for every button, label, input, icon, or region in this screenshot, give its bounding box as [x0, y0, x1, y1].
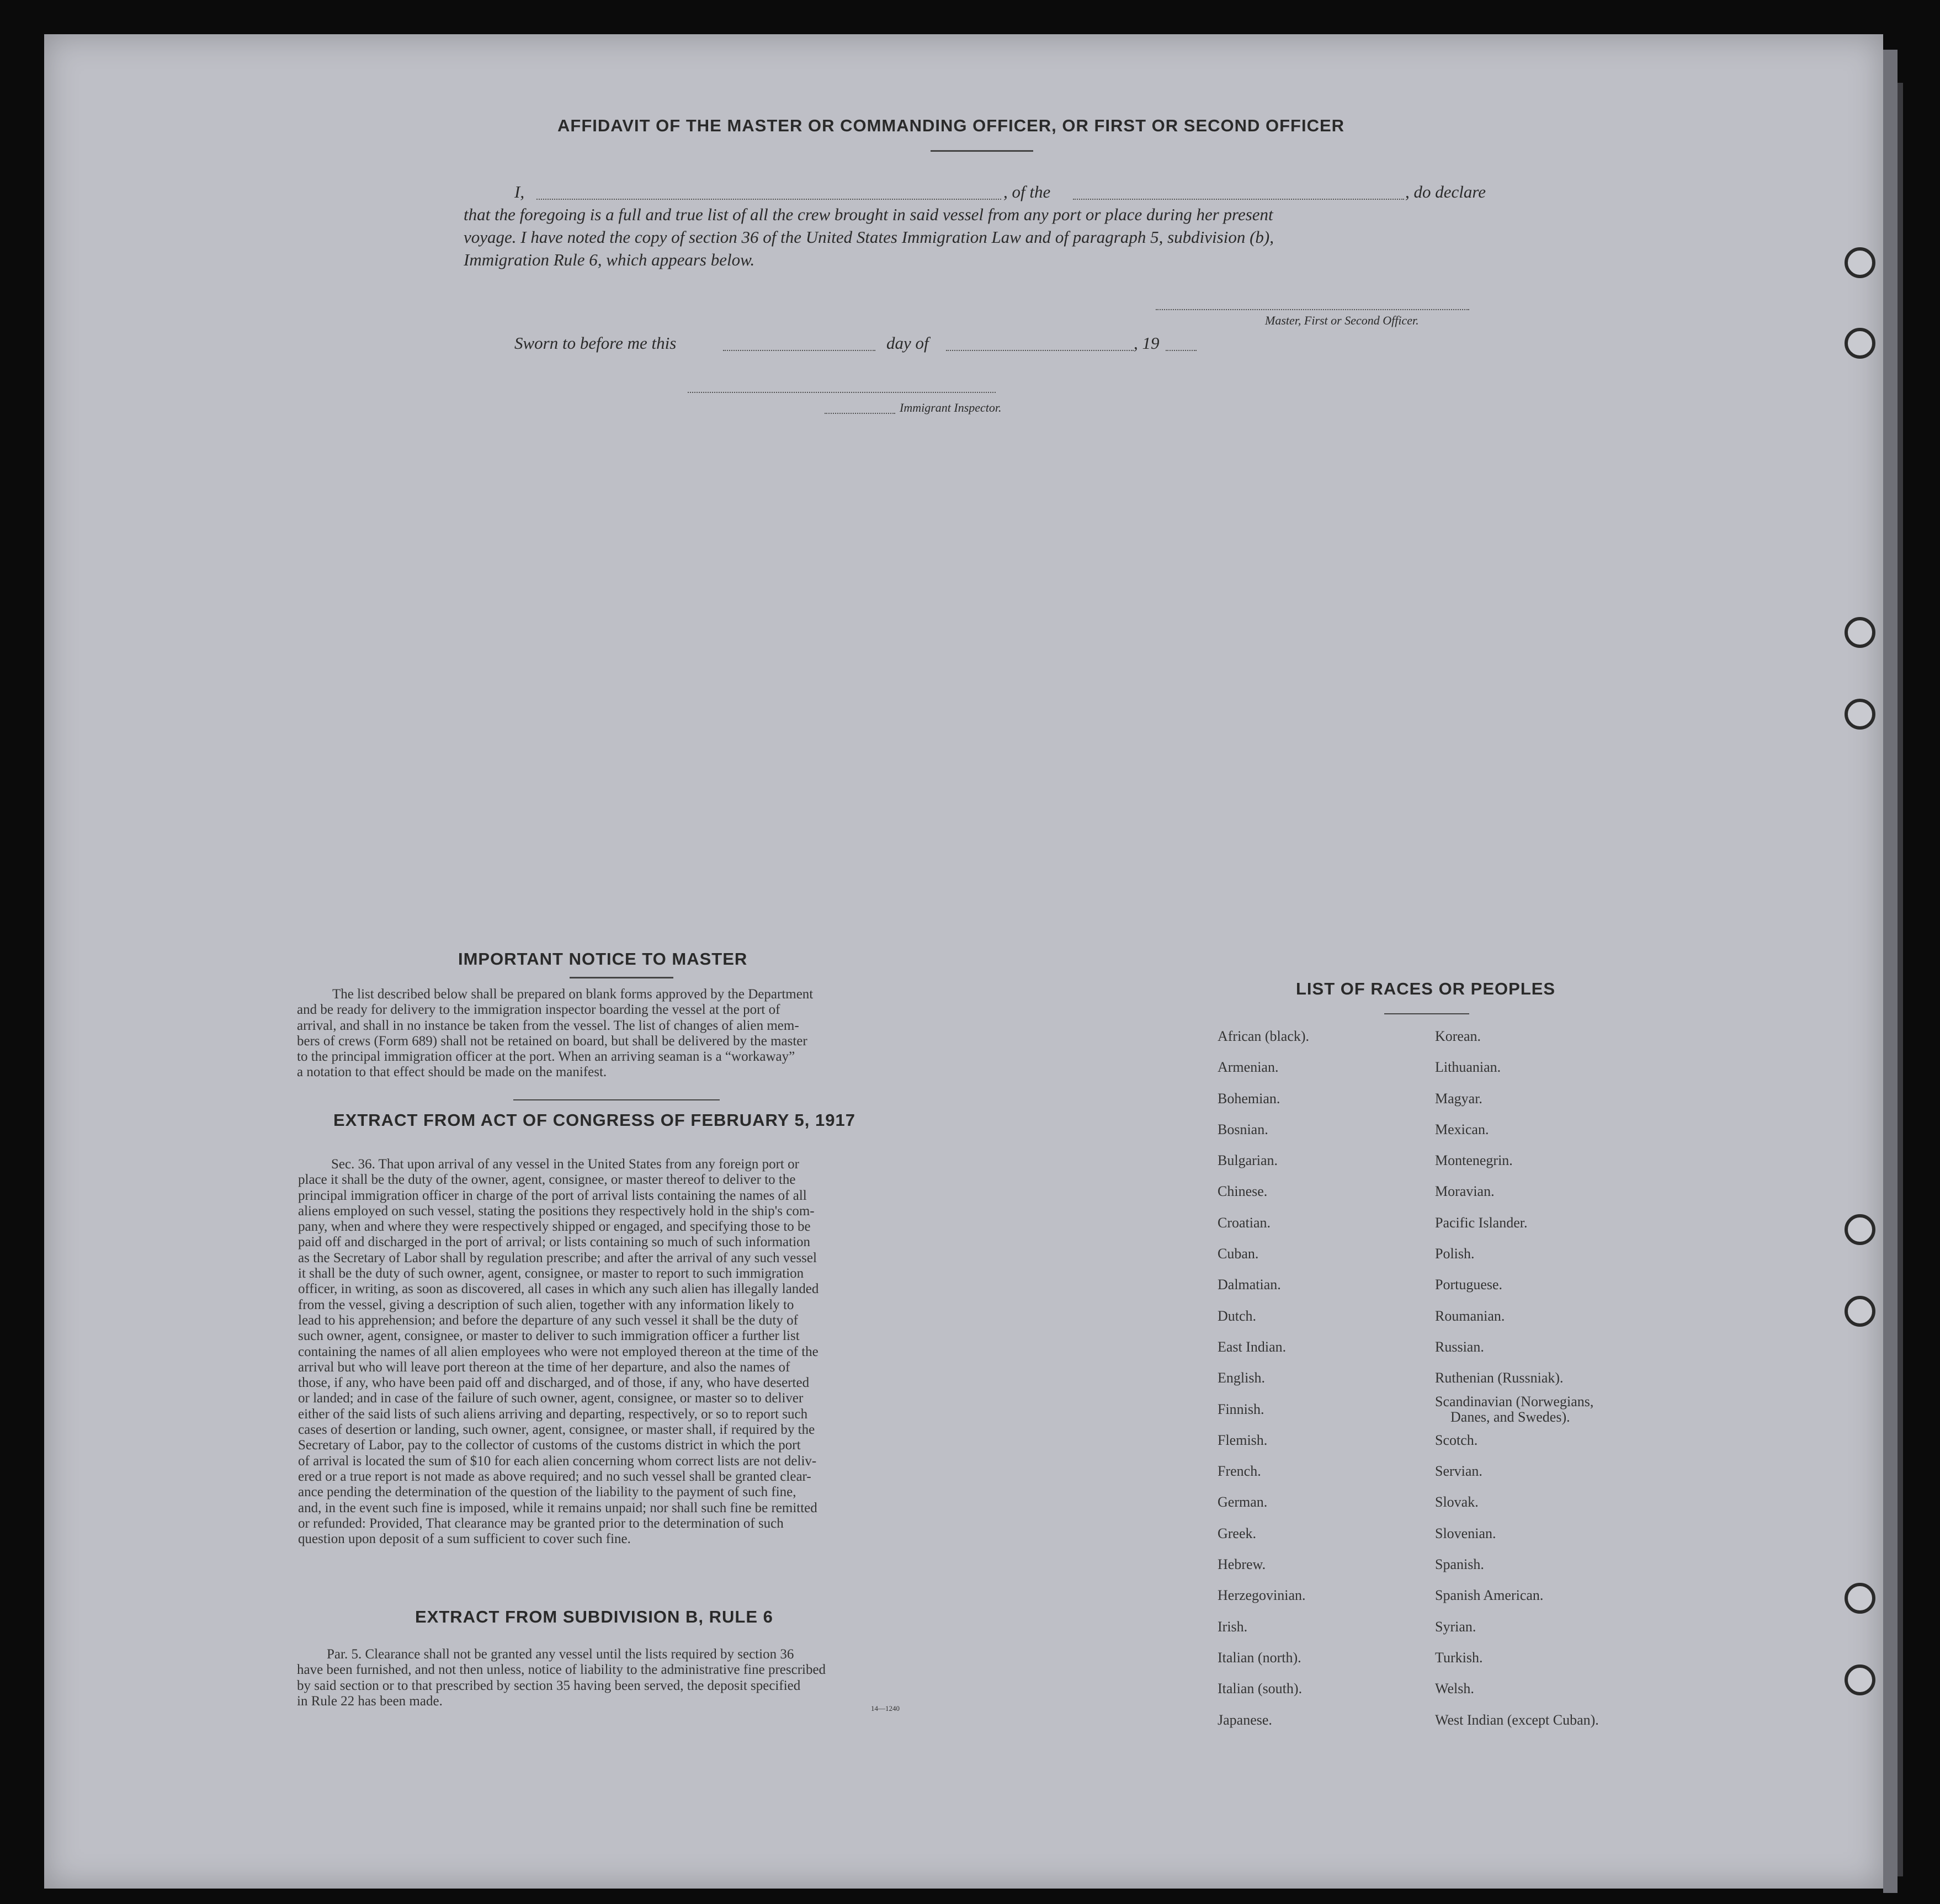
- act-line: ered or a true report is not made as above required; and no such vessel shall be granted clear-: [298, 1469, 811, 1484]
- race-item: Bosnian.: [1218, 1121, 1268, 1137]
- rule-line: by said section or to that prescribed by section 35 having been served, the deposit specified: [297, 1678, 801, 1693]
- punch-hole: [1845, 247, 1875, 278]
- race-item: English.: [1218, 1370, 1265, 1386]
- races-left-column: [1218, 1021, 1309, 1736]
- act-line: Secretary of Labor, pay to the collector of customs of the customs district in which the port: [298, 1438, 801, 1453]
- affidavit-line: Immigration Rule 6, which appears below.: [464, 250, 755, 269]
- race-item: Portuguese.: [1435, 1277, 1503, 1293]
- notice-line: bers of crews (Form 689) shall not be retained on board, but shall be delivered by the master: [297, 1033, 807, 1049]
- act-line: as the Secretary of Labor shall by regulation prescribe; and after the arrival of any such vessel: [298, 1250, 817, 1265]
- race-item: Mexican.: [1435, 1121, 1489, 1137]
- punch-hole: [1845, 1583, 1875, 1614]
- race-item: Polish.: [1435, 1246, 1475, 1262]
- sworn-year-field[interactable]: [1166, 350, 1197, 351]
- race-item: Flemish.: [1218, 1432, 1268, 1448]
- document-page: [44, 34, 1883, 1889]
- act-line: question upon deposit of a sum sufficient to cover such fine.: [298, 1531, 631, 1547]
- act-line: officer, in writing, as soon as discovered, all cases in which any such alien has illegally landed: [298, 1281, 819, 1297]
- master-signature-line[interactable]: [1156, 309, 1469, 310]
- inspector-signature-line[interactable]: [688, 392, 996, 393]
- affidavit-line: that the foregoing is a full and true list of all the crew brought in said vessel from any port or place during her present: [464, 205, 1273, 224]
- race-item: Montenegrin.: [1435, 1152, 1513, 1169]
- race-item: Servian.: [1435, 1463, 1482, 1480]
- act-line: such owner, agent, consignee, or master to deliver to such immigration officer a further list: [298, 1328, 800, 1344]
- punch-hole: [1845, 1296, 1875, 1327]
- year-label: , 19: [1134, 333, 1160, 353]
- act-line: arrival but who will leave port thereon at the time of her departure, and also the names of: [298, 1359, 790, 1375]
- race-item-continuation: Danes, and Swedes).: [1450, 1408, 1570, 1425]
- race-item: Welsh.: [1435, 1680, 1474, 1697]
- form-number: 14—1240: [871, 1704, 900, 1712]
- punch-hole: [1845, 617, 1875, 648]
- race-item: Croatian.: [1218, 1214, 1271, 1231]
- punch-hole: [1845, 1664, 1875, 1695]
- act-line: either of the said lists of such aliens arriving and departing, respectively, or so to report such: [298, 1406, 808, 1422]
- act-line: containing the names of all alien employees who were not employed thereon at the time of the: [298, 1344, 818, 1359]
- notice-line: arrival, and shall in no instance be taken from the vessel. The list of changes of alien mem-: [297, 1018, 799, 1033]
- races-rule: [1384, 1013, 1469, 1014]
- extract-rule-title: EXTRACT FROM SUBDIVISION B, RULE 6: [415, 1607, 773, 1626]
- race-item: Greek.: [1218, 1525, 1257, 1541]
- affidavit-statement: [464, 203, 1274, 271]
- rule-line: Par. 5. Clearance shall not be granted any vessel until the lists required by section 36: [327, 1647, 794, 1662]
- race-item: Irish.: [1218, 1618, 1248, 1635]
- act-line: place it shall be the duty of the owner, agent, consignee, or master thereof to deliver to the: [298, 1172, 796, 1188]
- act-line: cases of desertion or landing, such owner, agent, consignee, or master shall, if required by the: [298, 1422, 815, 1438]
- race-item: Korean.: [1435, 1028, 1481, 1044]
- race-item: Bulgarian.: [1218, 1152, 1278, 1169]
- act-line: lead to his apprehension; and before the departure of any such vessel it shall be the duty of: [298, 1312, 798, 1328]
- sworn-day-field[interactable]: [723, 350, 875, 351]
- act-line: from the vessel, giving a description of such alien, together with any information likely to: [298, 1297, 794, 1312]
- affidavit-i-label: I,: [514, 182, 525, 201]
- notice-body: [297, 987, 929, 1081]
- sworn-label: Sworn to before me this: [514, 333, 677, 353]
- act-line: and, in the event such fine is imposed, while it remains unpaid; nor shall such fine be remitted: [298, 1500, 817, 1515]
- act-line: of arrival is located the sum of $10 for each alien concerning whom correct lists are not deliv-: [298, 1453, 817, 1469]
- race-item: Finnish.: [1218, 1401, 1264, 1417]
- race-item: East Indian.: [1218, 1338, 1287, 1355]
- act-line: it shall be the duty of such owner, agent, consignee, or master to report to such immigration: [298, 1266, 804, 1281]
- race-item: African (black).: [1218, 1028, 1310, 1044]
- affidavit-line: voyage. I have noted the copy of section 36 of the United States Immigration Law and of paragraph 5, subdivision (b),: [464, 227, 1274, 247]
- rule-line: have been furnished, and not then unless, notice of liability to the administrative fine prescribed: [297, 1662, 826, 1678]
- race-item: French.: [1218, 1463, 1261, 1480]
- race-item: Slovenian.: [1435, 1525, 1496, 1541]
- master-signature-label: Master, First or Second Officer.: [1265, 313, 1419, 327]
- notice-rule: [570, 977, 673, 978]
- affidavit-of-the-label: , of the: [1003, 182, 1051, 201]
- notice-title: IMPORTANT NOTICE TO MASTER: [458, 949, 748, 969]
- race-item: Scotch.: [1435, 1432, 1478, 1448]
- race-item: Herzegovinian.: [1218, 1587, 1306, 1604]
- race-item: Scandinavian (Norwegians,: [1435, 1393, 1594, 1410]
- act-line: those, if any, who have been paid off and discharged, and of those, if any, who have deserted: [298, 1375, 810, 1391]
- race-item: Dalmatian.: [1218, 1277, 1281, 1293]
- race-item: West Indian (except Cuban).: [1435, 1711, 1599, 1728]
- act-line: or refunded: Provided, That clearance may be granted prior to the determination of such: [298, 1515, 784, 1531]
- race-item: Moravian.: [1435, 1183, 1495, 1200]
- race-item: Russian.: [1435, 1338, 1484, 1355]
- race-item: Armenian.: [1218, 1059, 1279, 1076]
- race-item: Chinese.: [1218, 1183, 1268, 1200]
- inspector-prefix-dots: [825, 413, 895, 414]
- act-line: pany, when and where they were respectively shipped or engaged, and specifying those to be: [298, 1219, 811, 1235]
- section-divider: [513, 1099, 720, 1100]
- title-rule: [931, 150, 1033, 152]
- act-line: aliens employed on such vessel, stating the positions they respectively hold in the ship's com-: [298, 1203, 815, 1219]
- race-item: Slovak.: [1435, 1494, 1479, 1511]
- race-item: Spanish American.: [1435, 1587, 1544, 1604]
- notice-line: a notation to that effect should be made on the manifest.: [297, 1065, 607, 1080]
- race-item: Lithuanian.: [1435, 1059, 1501, 1076]
- master-name-field[interactable]: [536, 199, 1001, 200]
- punch-hole: [1845, 328, 1875, 359]
- punch-hole: [1845, 699, 1875, 730]
- notice-line: The list described below shall be prepared on blank forms approved by the Department: [332, 987, 814, 1002]
- punch-hole: [1845, 1214, 1875, 1245]
- affidavit-title: AFFIDAVIT OF THE MASTER OR COMMANDING OFFICER, OR FIRST OR SECOND OFFICER: [557, 116, 1345, 135]
- race-item: Ruthenian (Russniak).: [1435, 1370, 1564, 1386]
- affidavit-do-declare-label: , do declare: [1405, 182, 1486, 201]
- race-item-scandinavian: [1435, 1394, 1599, 1425]
- race-item: Bohemian.: [1218, 1090, 1280, 1107]
- rule-line: in Rule 22 has been made.: [297, 1693, 443, 1709]
- day-of-label: day of: [886, 333, 929, 353]
- act-line: principal immigration officer in charge of the port of arrival lists containing the names of all: [298, 1188, 807, 1203]
- extract-rule-body: [297, 1647, 929, 1709]
- race-item: Italian (south).: [1218, 1680, 1303, 1697]
- races-title: LIST OF RACES OR PEOPLES: [1296, 979, 1556, 998]
- sworn-month-field[interactable]: [946, 350, 1134, 351]
- extract-act-title: EXTRACT FROM ACT OF CONGRESS OF FEBRUARY 5, 1917: [333, 1110, 855, 1130]
- notice-line: and be ready for delivery to the immigration inspector boarding the vessel at the port of: [297, 1002, 780, 1018]
- act-line: Sec. 36. That upon arrival of any vessel in the United States from any foreign port or: [331, 1157, 799, 1172]
- race-item: Dutch.: [1218, 1307, 1257, 1324]
- race-item: Hebrew.: [1218, 1556, 1266, 1573]
- notice-line: to the principal immigration officer at the port. When an arriving seaman is a “workaway”: [297, 1049, 795, 1065]
- act-line: ance pending the determination of the question of the liability to the payment of such fine,: [298, 1485, 796, 1500]
- race-item: Cuban.: [1218, 1246, 1259, 1262]
- act-line: or landed; and in case of the failure of such owner, agent, consignee, or master so to deliver: [298, 1391, 804, 1406]
- race-item: German.: [1218, 1494, 1268, 1511]
- extract-act-body: [298, 1157, 929, 1547]
- race-item: Pacific Islander.: [1435, 1214, 1528, 1231]
- race-item: Spanish.: [1435, 1556, 1484, 1573]
- page-edge: [1883, 50, 1898, 1893]
- race-item: Magyar.: [1435, 1090, 1482, 1107]
- race-item: Roumanian.: [1435, 1307, 1505, 1324]
- race-item: Italian (north).: [1218, 1649, 1301, 1666]
- races-right-column: [1435, 1021, 1599, 1736]
- vessel-name-field[interactable]: [1073, 199, 1404, 200]
- page-edge-shadow: [1898, 83, 1903, 1876]
- act-line: paid off and discharged in the port of arrival; or lists containing so much of such information: [298, 1235, 811, 1250]
- race-item: Syrian.: [1435, 1618, 1476, 1635]
- inspector-label: Immigrant Inspector.: [900, 401, 1002, 414]
- race-item: Japanese.: [1218, 1711, 1272, 1728]
- race-item: Turkish.: [1435, 1649, 1483, 1666]
